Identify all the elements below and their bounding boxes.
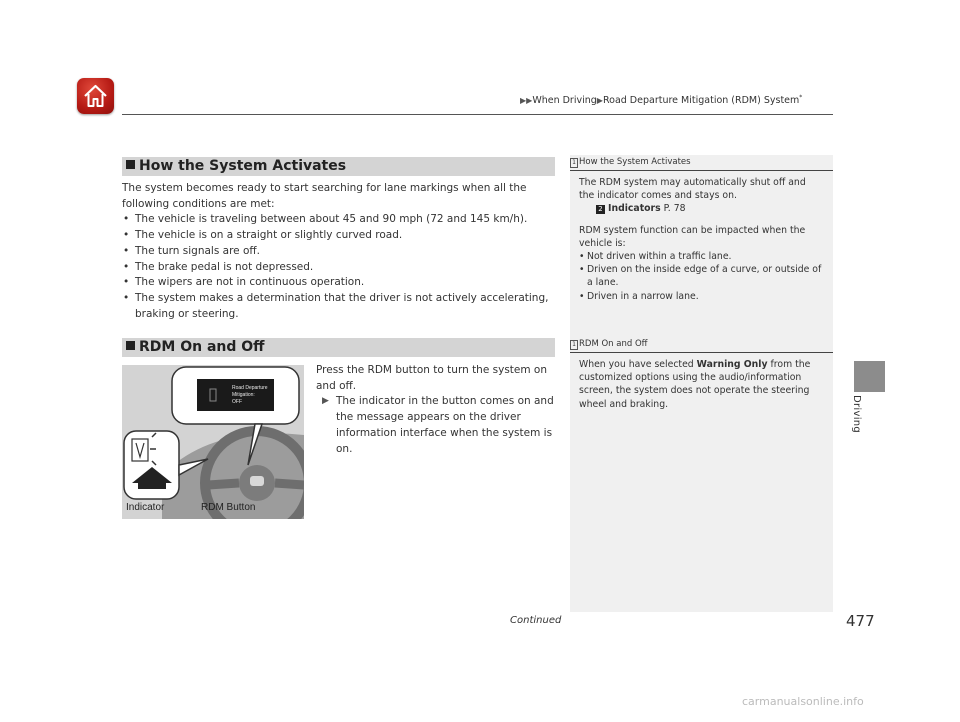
list-item: • Not driven within a traffic lane. [579,250,823,263]
display-line: Road Departure [232,385,268,391]
note-rdm-on-off [570,339,833,411]
display-message [232,385,268,406]
chapter-tab[interactable] [854,361,885,392]
dashboard-illustration [122,365,304,519]
section2-result-item [316,394,556,457]
section1-body [122,181,552,322]
note-marker-icon: 1 [570,340,578,350]
page-number: 477 [846,612,875,630]
list-item: • The wipers are not in continuous operation. [122,275,552,291]
section1-intro: The system becomes ready to start searching for lane markings when all the following conditions are met: [122,182,527,210]
note-heading [570,157,833,168]
watermark: carmanualsonline.info [742,695,864,708]
figure-label-rdm-button: RDM Button [201,502,256,513]
note-sentence: The RDM system may automatically shut off and the indicator comes and stays on. [579,177,806,202]
note-how-activates [570,157,833,303]
home-button[interactable] [77,78,114,114]
note-paragraph: RDM system function can be impacted when the vehicle is: [579,224,806,249]
note-text [579,176,823,202]
note-text: When you have selected [579,359,694,370]
list-item: • The vehicle is on a straight or slightly curved road. [122,228,552,244]
list-item: • Driven in a narrow lane. [579,290,823,303]
xref-label[interactable]: Indicators [608,203,661,215]
note-emphasis: Warning Only [696,359,768,370]
list-item: • The brake pedal is not depressed. [122,260,552,276]
breadcrumb-mark: * [799,94,803,101]
xref-page[interactable]: P. 78 [663,203,686,215]
breadcrumb-item[interactable]: When Driving [532,95,597,107]
section-title: How the System Activates [139,158,347,174]
note-xref[interactable] [579,202,823,215]
xref-arrow-icon: 2 [596,205,605,214]
section-title: RDM On and Off [139,339,265,355]
list-item: • The vehicle is traveling between about 45 and 90 mph (72 and 145 km/h). [122,212,552,228]
rdm-button-illustration [122,365,304,519]
note-title: RDM On and Off [579,339,648,349]
note-heading [570,339,833,350]
list-item: • The turn signals are off. [122,244,552,260]
breadcrumb-item[interactable]: Road Departure Mitigation (RDM) System [602,95,800,107]
breadcrumb-arrow-icon: ▶▶ [520,96,533,106]
section2-instruction: Press the RDM button to turn the system on and off. [316,364,548,392]
chapter-label: Driving [851,395,862,434]
section-heading-rdm-on-off [122,338,555,357]
list-item: • The system makes a determination that the driver is not actively accelerating, braking or steering. [122,291,552,322]
note-marker-icon: 1 [570,158,578,168]
note-text: from the customized options using the audio/information screen, the system does not operate the steering wheel and braking. [579,359,811,410]
section-heading-how-activates [122,157,555,176]
section2-body [316,363,556,457]
figure-label-indicator: Indicator [126,502,165,513]
note-body [570,171,833,303]
result-arrow-icon: ▶ [322,396,329,407]
header-rule [122,114,833,115]
note-body [570,353,833,411]
home-icon [82,83,109,109]
breadcrumb-arrow-icon: ▶ [596,96,603,106]
continued-label: Continued [510,615,562,626]
note-title: How the System Activates [579,157,691,167]
section2-result: The indicator in the button comes on and the message appears on the driver information interface when the system is on. [336,395,554,455]
square-bullet-icon [126,341,135,350]
breadcrumb [520,94,802,106]
display-line: OFF [232,399,242,405]
list-item: • Driven on the inside edge of a curve, or outside of a lane. [579,263,823,289]
square-bullet-icon [126,160,135,169]
display-line: Mitigation: [232,392,255,398]
